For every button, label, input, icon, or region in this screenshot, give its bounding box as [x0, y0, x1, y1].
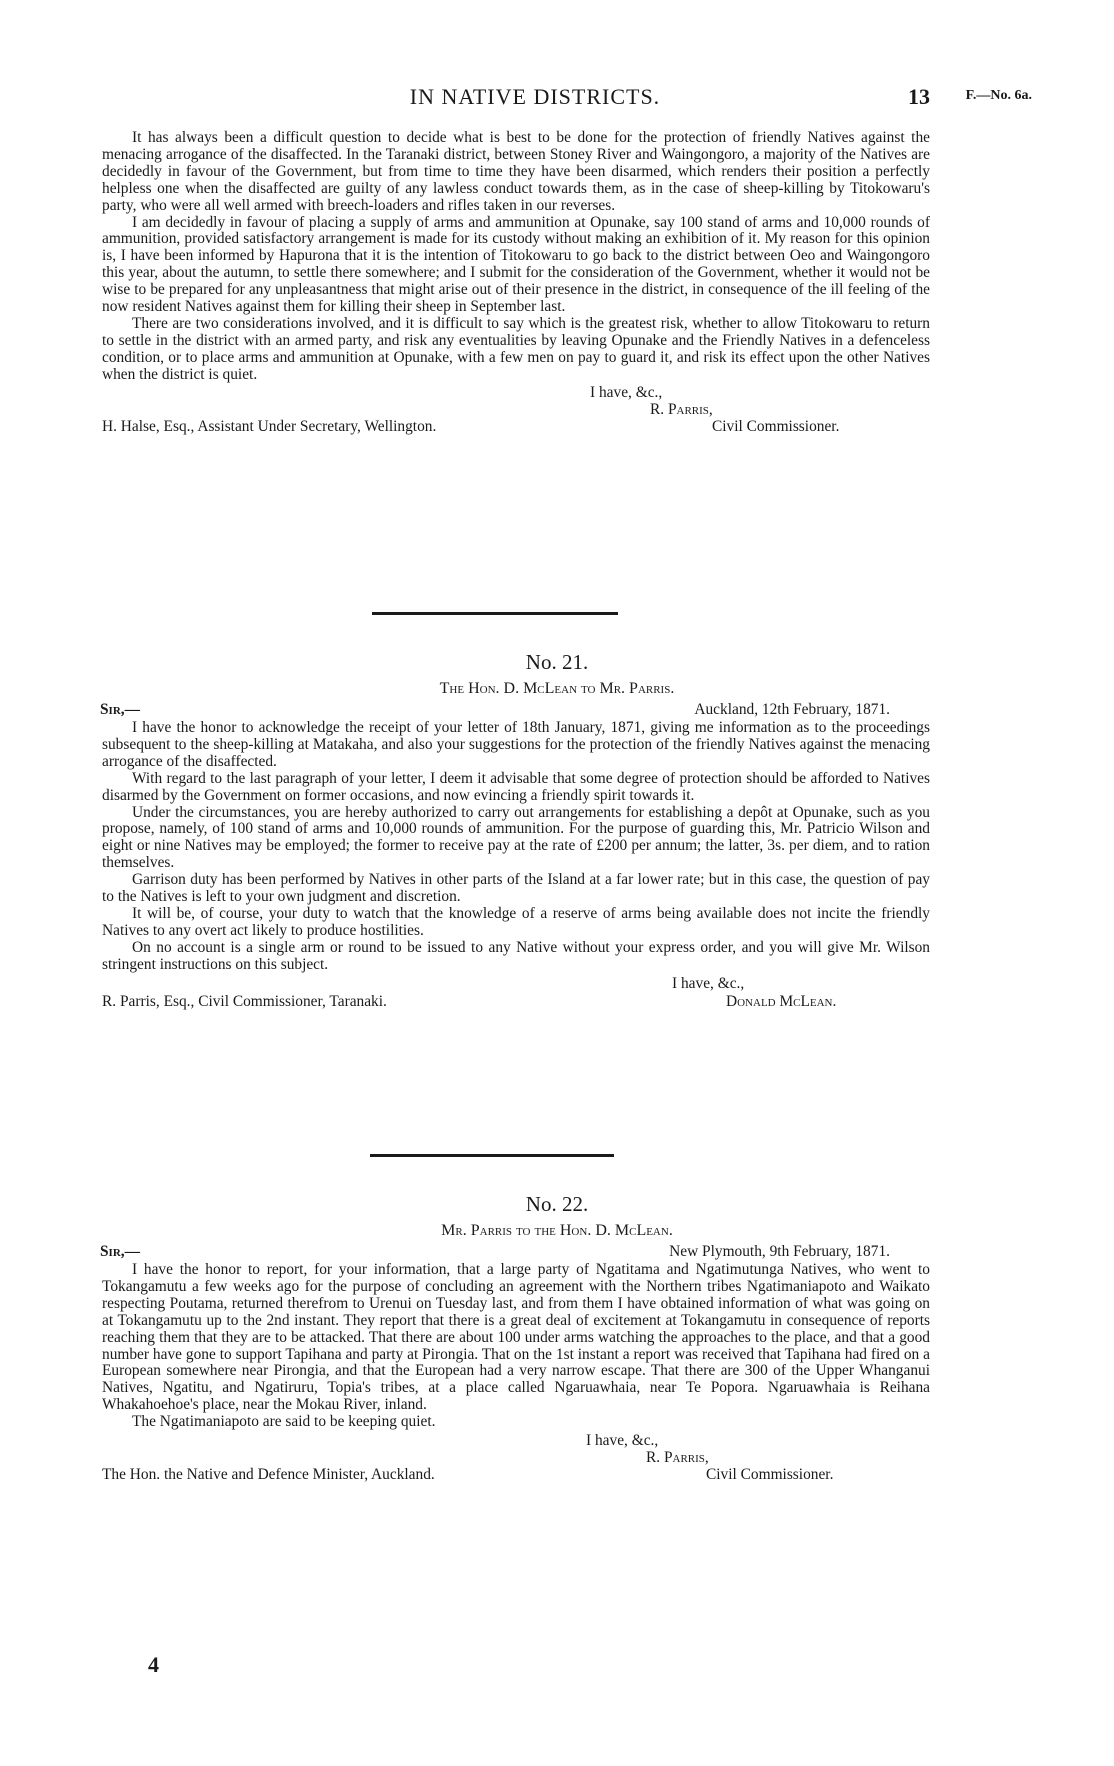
- section-divider: [370, 1154, 614, 1157]
- letter-heading: The Hon. D. McLean to Mr. Parris.: [439, 680, 675, 697]
- page-number: 13: [908, 84, 930, 109]
- letter-heading: Mr. Parris to the Hon. D. McLean.: [441, 1222, 673, 1239]
- salutation: Sir,—: [100, 701, 141, 718]
- paper-reference: F.—No. 6a.: [965, 88, 1032, 103]
- signer-name: Donald McLean.: [726, 992, 837, 1010]
- letter-number: No. 22.: [525, 1192, 589, 1216]
- page-header: [100, 84, 1032, 114]
- salutation: Sir,—: [100, 1243, 141, 1260]
- paragraph: The Ngatimaniapoto are said to be keeping quiet.: [132, 1413, 436, 1431]
- running-title: IN NATIVE DISTRICTS.: [409, 84, 661, 109]
- paragraph: I have the honor to report, for your information, that a large party of Ngatitama and Ngatimutunga Natives, who went to Tokangamutu a few weeks ago for the purpose of concluding an agreement with the Northern tribes Ngatimaniapoto and Waikato respecting Poutama, returned therefrom to Urenui on Tuesday last, and from them I have obtained information of what was going on at Tokangamutu up to the 2nd instant. They report that there is a great deal of excitement at Tokangamutu in consequence of reports reaching them that they are to be attacked. That there are about 100 under arms watching the approaches to the place, and that a good number have gone to support Tapihana and party at Pirongia. That on the 1st instant a report was received that Tapihana had fired on a European somewhere near Pirongia, and that the European had a very narrow escape. That there are 300 of the Upper Whanganui Natives, Ngatitu, and Ngatiruru, Topia's tribes, at a place called Ngaruawhaia, near Te Popora. Ngaruawhaia is Reihana Whakahoehoe's place, near the Mokau River, inland.: [102, 1261, 930, 1414]
- closing: I have, &c.,: [672, 974, 745, 992]
- salutation-row: [100, 1243, 890, 1261]
- paragraph: I am decidedly in favour of placing a supply of arms and ammunition at Opunake, say 100 stand of arms and 10,000 rounds of ammunition, provided satisfactory arrangement is made for its custody without making an exhibition of it. My reason for this opinion is, I have been informed by Hapurona that it is the intention of Titokowaru to go back to the district between Oeo and Waingongoro this year, about the autumn, to settle there somewhere; and I submit for the consideration of the Government, whether it would not be wise to be prepared for any unpleasantness that might arise out of their presence in the district, in consequence of the ill feeling of the now resident Natives against them for killing their sheep in September last.: [102, 213, 930, 316]
- closing: I have, &c.,: [590, 383, 663, 401]
- paragraph: Under the circumstances, you are hereby authorized to carry out arrangements for establishing a depôt at Opunake, such as you propose, namely, of 100 stand of arms and 10,000 rounds of ammunition. For the purpose of guarding this, Mr. Patricio Wilson and eight or nine Natives may be employed; the former to receive pay at the rate of £200 per annum; the latter, 3s. per diem, and to ration themselves.: [102, 803, 930, 872]
- letter-date: Auckland, 12th February, 1871.: [694, 701, 890, 718]
- letter-22-body: [102, 1262, 930, 1483]
- addressee: The Hon. the Native and Defence Minister, Auckland.: [102, 1466, 435, 1484]
- paragraph: I have the honor to acknowledge the receipt of your letter of 18th January, 1871, giving me information as to the proceedings subsequent to the sheep-killing at Matakaha, and also your suggestions for the protection of the friendly Natives against the menacing arrogance of the disaffected.: [102, 719, 930, 770]
- section-divider: [372, 612, 618, 615]
- signature-block: [102, 974, 930, 1014]
- signature-mark: 4: [148, 1652, 159, 1677]
- closing: I have, &c.,: [586, 1432, 659, 1450]
- paragraph: With regard to the last paragraph of your letter, I deem it advisable that some degree of protection should be afforded to Natives disarmed by the Government on former occasions, and now evincing a friendly spirit towards it.: [102, 769, 930, 804]
- salutation-row: [100, 701, 890, 719]
- letter-21-body: [102, 720, 930, 1014]
- letter-number: No. 21.: [525, 650, 589, 674]
- paragraph: There are two considerations involved, and it is difficult to say which is the greatest risk, whether to allow Titokowaru to return to settle in the district with an armed party, and risk any eventualities by leaving Opunake and the Friendly Natives in a defenceless condition, or to place arms and ammunition at Opunake, with a few men on pay to guard it, and risk its effect upon the other Natives when the district is quiet.: [102, 314, 930, 383]
- paragraph: On no account is a single arm or round to be issued to any Native without your express order, and you will give Mr. Wilson stringent instructions on this subject.: [102, 938, 930, 973]
- signer-name: R. Parris,: [646, 1449, 709, 1467]
- paragraph: It will be, of course, your duty to watch that the knowledge of a reserve of arms being available does not incite the friendly Natives to any overt act likely to produce hostilities.: [102, 904, 930, 939]
- letter-20-body: [102, 130, 930, 436]
- paragraph: It has always been a difficult question to decide what is best to be done for the protection of friendly Natives against the menacing arrogance of the disaffected. In the Taranaki district, between Stoney River and Waingongoro, a majority of the Natives are decidedly in favour of the Government, but from time to time they have been disarmed, which renders their position a perfectly helpless one when the disaffected are guilty of any lawless conduct towards them, as in the case of sheep-killing by Titokowaru's party, who were all well armed with breech-loaders and rifles taken in our reverses.: [102, 129, 930, 214]
- signer-title: Civil Commissioner.: [712, 417, 840, 435]
- signature-block: [102, 384, 930, 436]
- addressee: H. Halse, Esq., Assistant Under Secretary, Wellington.: [102, 417, 437, 435]
- letter-date: New Plymouth, 9th February, 1871.: [669, 1243, 890, 1260]
- signature-block: [102, 1431, 930, 1483]
- signer-name: R. Parris,: [650, 400, 713, 418]
- paragraph: Garrison duty has been performed by Natives in other parts of the Island at a far lower rate; but in this case, the question of pay to the Natives is left to your own judgment and discretion.: [102, 871, 930, 906]
- signer-title: Civil Commissioner.: [706, 1466, 834, 1484]
- addressee: R. Parris, Esq., Civil Commissioner, Taranaki.: [102, 992, 387, 1010]
